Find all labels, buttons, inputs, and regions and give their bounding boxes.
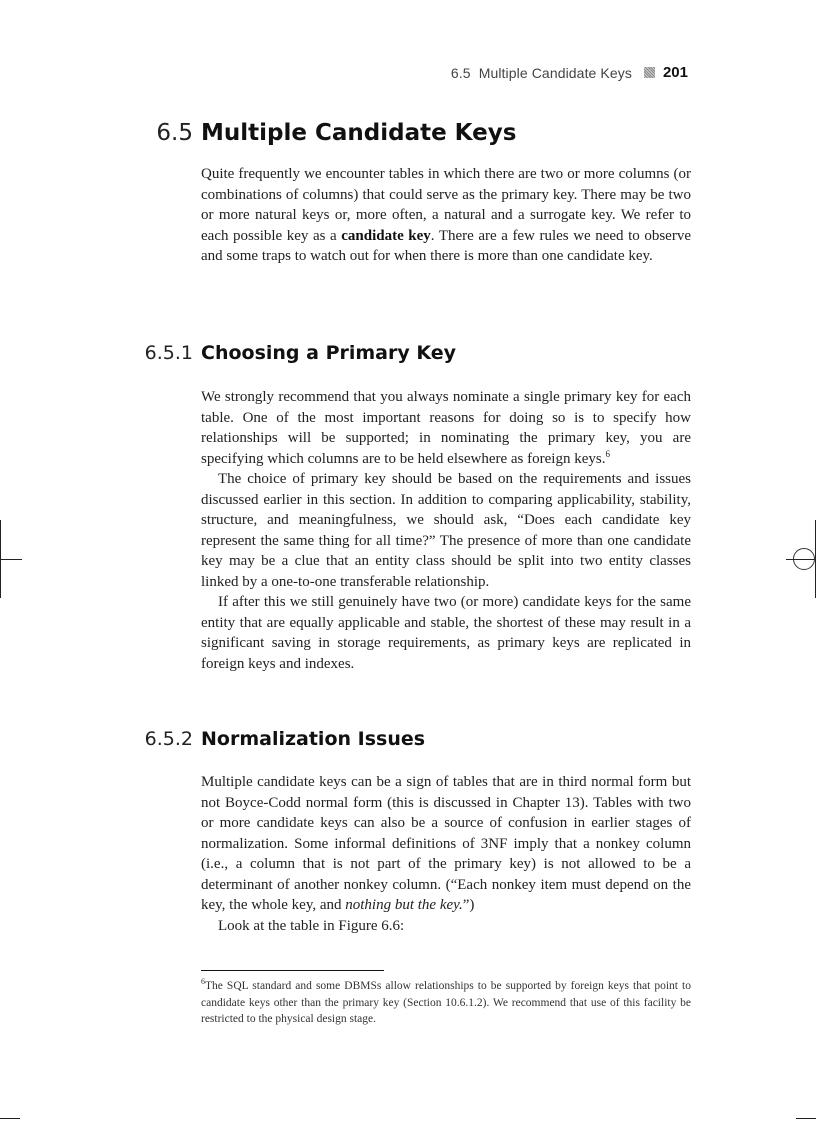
paragraph: Quite frequently we encounter tables in which there are two or more columns (or combinations of columns) that could serve as the primary key. There may be two or more natural keys or, more often, a natural and a surrogate key. We refer to each possible key as a candidate key. There are a few rules we need to observe and some traps to watch out for when there is more than one candidate key. bbox=[201, 166, 691, 264]
section-heading-6-5-1 bbox=[144, 342, 457, 364]
section-number: 6.5.2 bbox=[144, 728, 193, 750]
running-head-title: Multiple Candidate Keys bbox=[478, 64, 632, 81]
section-number: 6.5.1 bbox=[144, 342, 193, 364]
footnote-mark: 6 bbox=[201, 977, 205, 987]
footnote-text: The SQL standard and some DBMSs allow relationships to be supported by foreign keys that point to candidate keys other than the primary key (Section 10.6.1.2). We recommend that use of this facility be restricted to the physical design stage. bbox=[201, 980, 691, 1025]
section-6-5-body bbox=[201, 164, 691, 267]
paragraph: We strongly recommend that you always nominate a single primary key for each table. One of the most important reasons for doing so is to specify how relationships will be supported; in nominating the primary key, you are specifying which columns are to be held elsewhere as foreign keys.$^6$ bbox=[201, 389, 691, 467]
paragraph: Multiple candidate keys can be a sign of tables that are in third normal form but not Boyce-Codd normal form (this is discussed in Chapter 13). Tables with two or more candidate keys can also be a source of confusion in earlier stages of normalization. Some informal definitions of 3NF imply that a nonkey column (i.e., a column that is not part of the primary key) is not allowed to be a determinant of another nonkey column. (“Each nonkey item must depend on the key, the whole key, and nothing but the key.”) bbox=[201, 774, 691, 913]
section-6-5-2-body bbox=[201, 772, 691, 936]
paragraph: Look at the table in Figure 6.6: bbox=[218, 917, 405, 934]
section-6-5-1-body bbox=[201, 387, 691, 674]
page-number: 201 bbox=[662, 64, 688, 81]
footnote-reference[interactable]: 6 bbox=[605, 448, 610, 459]
footnote bbox=[201, 978, 691, 1028]
section-number: 6.5 bbox=[156, 120, 193, 146]
paragraph: If after this we still genuinely have two (or more) candidate keys for the same entity that are equally applicable and stable, the shortest of these may result in a significant saving in storage requirements, as primary keys are replicated in foreign keys and indexes. bbox=[201, 594, 691, 672]
key-term: candidate key bbox=[341, 227, 431, 244]
crop-mark bbox=[796, 1118, 816, 1119]
crop-mark bbox=[0, 559, 22, 560]
square-ornament-icon bbox=[644, 67, 655, 78]
footnote-divider bbox=[201, 970, 384, 971]
crop-mark bbox=[0, 1118, 20, 1119]
paragraph: The choice of primary key should be based on the requirements and issues discussed earlier in this section. In addition to comparing applicability, stability, structure, and meaningfulness, we should ask, “Does each candidate key represent the same thing for all time?” The presence of more than one candidate key may be a clue that an entity class should be split into two entity classes linked by a one-to-one transferable relationship. bbox=[201, 471, 691, 590]
running-head bbox=[451, 64, 688, 81]
running-head-section-ref: 6.5 bbox=[450, 64, 471, 81]
section-title: Normalization Issues bbox=[201, 728, 426, 750]
registration-mark-icon bbox=[793, 548, 815, 570]
emphasis: nothing but the key. bbox=[345, 897, 463, 913]
section-title: Choosing a Primary Key bbox=[201, 342, 457, 364]
section-title: Multiple Candidate Keys bbox=[201, 120, 517, 146]
section-heading-6-5 bbox=[156, 120, 517, 146]
section-heading-6-5-2 bbox=[144, 728, 426, 750]
